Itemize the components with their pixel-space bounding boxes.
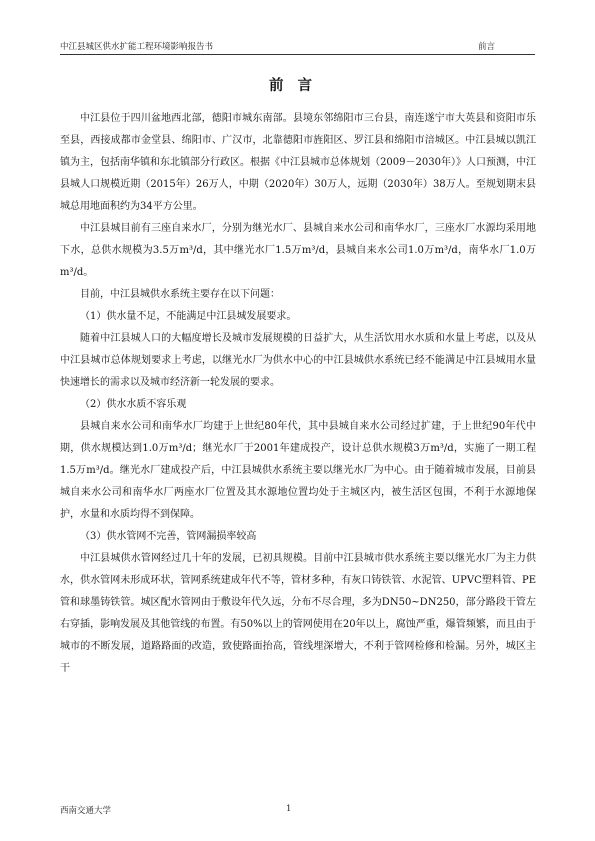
- paragraph-water-plants: 中江县城目前有三座自来水厂，分别为继光水厂、县城自来水公司和南华水厂，三座水厂水源均采用地下水，总供水规模为3.5万m³/d，其中继光水厂1.5万m³/d，县城自来水公司1.0万m³/d，南华水厂1.0万m³/d。: [60, 223, 536, 278]
- paragraph-problem-3: 中江县城供水管网经过几十年的发展，已初具规模。目前中江县城市供水系统主要以继光水厂为主力供水，供水管网未形成环状，管网系统建成年代不等，管材多种，有灰口铸铁管、水泥管、UPVC塑料管、PE管和球墨铸铁管。城区配水管网由于敷设年代久远，分布不尽合理，多为DN50~DN250，部分路段干管左右穿插，影响发展及其他管线的布置。有50%以上的管网使用在20年以上，腐蚀严重，爆管频繁，而且由于城市的不断发展，道路路面的改造，致使路面抬高，管线埋深增大，不利于管网检修和检漏。另外，城区主干: [60, 553, 536, 674]
- page-header: [60, 38, 535, 55]
- page-footer: [60, 804, 535, 818]
- problem-heading-1: （1）供水量不足，不能满足中江县城发展要求。: [80, 311, 297, 322]
- header-section-name: 前言: [477, 42, 495, 52]
- footer-institution: 西南交通大学: [60, 806, 112, 816]
- problem-heading-2: （2）供水水质不容乐观: [80, 399, 187, 410]
- document-body: [60, 108, 536, 680]
- paragraph-problem-2: 县城自来水公司和南华水厂均建于上世纪80年代，其中县城自来水公司经过扩建，于上世纪90年代中期，供水规模达到1.0万m³/d；继光水厂于2001年建成投产，设计总供水规模3万m³/d，实施了一期工程1.5万m³/d。继光水厂建成投产后，中江县城供水系统主要以继光水厂为中心。由于随着城市发展，目前县城自来水公司和南华水厂两座水厂位置及其水源地位置均处于主城区内，被生活区包围，不利于水源地保护，水量和水质均得不到保障。: [60, 421, 536, 520]
- problem-heading-3: （3）供水管网不完善，管网漏损率较高: [80, 531, 257, 542]
- paragraph-problems-intro: 目前，中江县城供水系统主要存在以下问题：: [80, 289, 280, 300]
- header-document-title: 中江县城区供水扩能工程环境影响报告书: [60, 42, 214, 52]
- paragraph-location: 中江县位于四川盆地西北部，德阳市城东南部。县境东邻绵阳市三台县，南连遂宁市大英县和资阳市乐至县，西接成都市金堂县、绵阳市、广汉市，北靠德阳市旌阳区、罗江县和绵阳市涪城区。中江县城以凯江镇为主，包括南华镇和东北镇部分行政区。根据《中江县城市总体规划（2009－2030年）》人口预测，中江县城人口规模近期（2015年）26万人，中期（2020年）30万人，远期（2030年）38万人。至规划期末县城总用地面积约为34平方公里。: [60, 113, 536, 212]
- paragraph-problem-1: 随着中江县城人口的大幅度增长及城市发展规模的日益扩大，从生活饮用水水质和水量上考虑，以及从中江县城市总体规划要求上考虑，以继光水厂为供水中心的中江县城供水系统已经不能满足中江县城用水量快速增长的需求以及城市经济新一轮发展的要求。: [60, 333, 536, 388]
- page-title: 前言: [269, 78, 326, 94]
- page-number: 1: [286, 804, 292, 814]
